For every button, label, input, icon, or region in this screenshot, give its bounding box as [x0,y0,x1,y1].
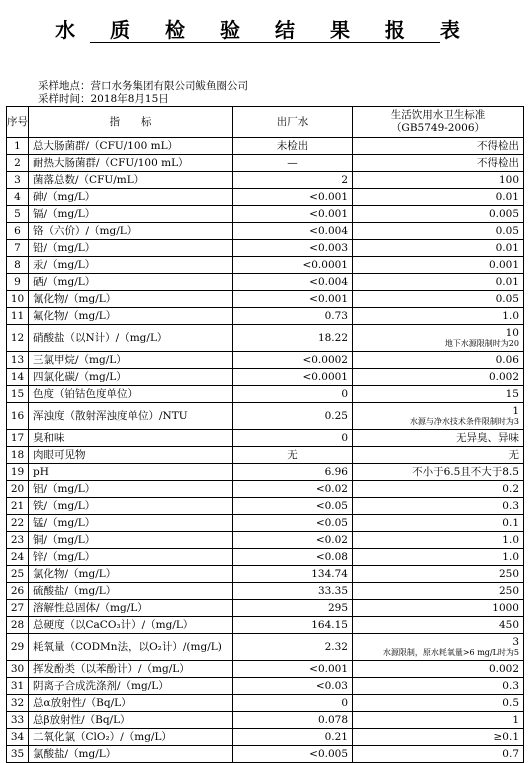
table-row [7,240,524,257]
row-indicator: 铁/（mg/L） [29,498,233,515]
table-row [7,172,524,189]
results-table [6,106,524,763]
row-number: 35 [7,746,29,763]
row-result: <0.02 [233,481,353,498]
row-number: 33 [7,712,29,729]
header-standard-line1: 生活饮用水卫生标准 [390,109,486,121]
table-row [7,566,524,583]
row-indicator: 汞/（mg/L） [29,257,233,274]
row-result: 134.74 [233,566,353,583]
row-standard: 250 [353,583,524,600]
table-row [7,464,524,481]
row-standard: 0.01 [353,240,524,257]
standard-note: 地下水源限制时为20 [444,339,519,348]
row-number: 28 [7,617,29,634]
header-standard-line2: （GB5749-2006） [390,122,486,134]
row-standard: 100 [353,172,524,189]
row-result: 0 [233,386,353,403]
header-result: 出厂水 [233,107,353,138]
row-number: 17 [7,430,29,447]
row-result: <0.02 [233,532,353,549]
row-standard: 0.3 [353,498,524,515]
row-standard [353,634,524,661]
row-indicator: 挥发酚类（以苯酚计）/（mg/L） [29,661,233,678]
row-indicator: 铬（六价）/（mg/L） [29,223,233,240]
table-row [7,189,524,206]
table-row [7,549,524,566]
row-standard: 0.06 [353,352,524,369]
row-indicator: 溶解性总固体/（mg/L） [29,600,233,617]
row-indicator: 四氯化碳/（mg/L） [29,369,233,386]
table-header-row [7,107,524,138]
row-indicator: 肉眼可见物 [29,447,233,464]
row-result: <0.001 [233,189,353,206]
table-row [7,430,524,447]
table-row [7,498,524,515]
row-result: 6.96 [233,464,353,481]
row-result: <0.001 [233,661,353,678]
row-indicator: 总α放射性/（Bq/L） [29,695,233,712]
row-result: <0.001 [233,291,353,308]
row-number: 27 [7,600,29,617]
row-result: <0.0001 [233,257,353,274]
row-number: 16 [7,403,29,430]
table-row [7,155,524,172]
table-row [7,515,524,532]
row-number: 12 [7,325,29,352]
row-standard: 0.2 [353,481,524,498]
row-indicator: 硫酸盐/（mg/L） [29,583,233,600]
row-result: <0.005 [233,746,353,763]
table-body [7,138,524,763]
row-result: 0.25 [233,403,353,430]
table-row [7,481,524,498]
row-indicator: 铝/（mg/L） [29,481,233,498]
row-standard: ≥0.1 [353,729,524,746]
row-result: <0.0002 [233,352,353,369]
row-indicator: 硝酸盐（以N计）/（mg/L） [29,325,233,352]
row-number: 5 [7,206,29,223]
row-result: 未检出 [233,138,353,155]
row-number: 13 [7,352,29,369]
table-row [7,634,524,661]
row-number: 14 [7,369,29,386]
row-result: — [233,155,353,172]
row-standard: 不得检出 [353,155,524,172]
row-standard: 0.002 [353,661,524,678]
row-standard: 0.05 [353,291,524,308]
table-row [7,386,524,403]
row-result: <0.003 [233,240,353,257]
row-number: 9 [7,274,29,291]
row-standard: 不得检出 [353,138,524,155]
row-result: <0.08 [233,549,353,566]
row-result: 0 [233,430,353,447]
row-indicator: 氰化物/（mg/L） [29,291,233,308]
row-number: 11 [7,308,29,325]
row-standard: 0.3 [353,678,524,695]
row-standard [353,403,524,430]
row-indicator: 铜/（mg/L） [29,532,233,549]
row-result: 0 [233,695,353,712]
header-seq: 序号 [7,107,29,138]
row-indicator: 总大肠菌群/（CFU/100 mL） [29,138,233,155]
table-row [7,447,524,464]
table-row [7,206,524,223]
table-row [7,532,524,549]
row-standard: 0.005 [353,206,524,223]
row-number: 32 [7,695,29,712]
row-standard: 1000 [353,600,524,617]
row-indicator: 耗氧量（CODMn法，以O₂计）/(mg/L) [29,634,233,661]
row-number: 10 [7,291,29,308]
row-number: 1 [7,138,29,155]
row-number: 34 [7,729,29,746]
row-number: 29 [7,634,29,661]
standard-value: 3 [512,636,519,648]
row-result: <0.05 [233,515,353,532]
row-standard: 0.01 [353,274,524,291]
table-row [7,583,524,600]
row-indicator: 锰/（mg/L） [29,515,233,532]
row-number: 31 [7,678,29,695]
row-result: <0.001 [233,206,353,223]
row-standard: 1.0 [353,549,524,566]
row-number: 4 [7,189,29,206]
table-row [7,403,524,430]
row-number: 19 [7,464,29,481]
row-result: <0.03 [233,678,353,695]
time-value: 2018年8月15日 [90,93,169,105]
standard-value: 10 [505,327,519,339]
table-row [7,138,524,155]
row-result: 2.32 [233,634,353,661]
row-standard: 0.001 [353,257,524,274]
row-indicator: 砷/（mg/L） [29,189,233,206]
row-number: 21 [7,498,29,515]
time-label: 采样时间： [38,93,91,105]
row-result: <0.004 [233,223,353,240]
row-result: <0.0001 [233,369,353,386]
table-row [7,617,524,634]
table-row [7,695,524,712]
row-number: 7 [7,240,29,257]
row-standard: 0.002 [353,369,524,386]
table-row [7,291,524,308]
row-standard: 1.0 [353,532,524,549]
row-standard: 450 [353,617,524,634]
table-row [7,369,524,386]
row-indicator: pH [29,464,233,481]
row-number: 26 [7,583,29,600]
row-result: 295 [233,600,353,617]
row-indicator: 二氧化氯（ClO₂）/（mg/L） [29,729,233,746]
row-number: 3 [7,172,29,189]
row-number: 6 [7,223,29,240]
row-standard: 0.01 [353,189,524,206]
table-row [7,257,524,274]
row-result: <0.004 [233,274,353,291]
row-result: 0.078 [233,712,353,729]
row-number: 30 [7,661,29,678]
row-standard: 0.05 [353,223,524,240]
table-row [7,274,524,291]
row-indicator: 总β放射性/（Bq/L） [29,712,233,729]
row-number: 24 [7,549,29,566]
row-standard: 1.0 [353,308,524,325]
standard-value: 1 [512,405,519,417]
row-number: 20 [7,481,29,498]
row-result: 33.35 [233,583,353,600]
row-number: 22 [7,515,29,532]
row-number: 18 [7,447,29,464]
row-standard: 无 [353,447,524,464]
table-row [7,600,524,617]
row-result: 18.22 [233,325,353,352]
row-indicator: 硒/（mg/L） [29,274,233,291]
row-standard [353,325,524,352]
row-result: 0.21 [233,729,353,746]
row-indicator: 臭和味 [29,430,233,447]
row-result: 2 [233,172,353,189]
row-indicator: 氟化物/（mg/L） [29,308,233,325]
row-number: 15 [7,386,29,403]
table-row [7,352,524,369]
row-result: <0.05 [233,498,353,515]
location-value: 营口水务集团有限公司鲅鱼圈公司 [90,80,248,92]
standard-note: 水源限制，原水耗氧量>6 mg/L时为5 [382,648,519,657]
row-indicator: 氯酸盐/（mg/L） [29,746,233,763]
row-number: 25 [7,566,29,583]
standard-note: 水源与净水技术条件限制时为3 [409,417,519,426]
table-row [7,678,524,695]
row-indicator: 三氯甲烷/（mg/L） [29,352,233,369]
table-row [7,729,524,746]
row-indicator: 总硬度（以CaCO₃计）/（mg/L） [29,617,233,634]
table-row [7,308,524,325]
row-indicator: 耐热大肠菌群/（CFU/100 mL） [29,155,233,172]
row-standard: 1 [353,712,524,729]
row-standard: 无异臭、异味 [353,430,524,447]
table-row [7,325,524,352]
row-indicator: 色度（铂钴色度单位） [29,386,233,403]
row-standard: 250 [353,566,524,583]
row-result: 无 [233,447,353,464]
table-row [7,661,524,678]
row-result: 164.15 [233,617,353,634]
row-number: 2 [7,155,29,172]
row-indicator: 镉/（mg/L） [29,206,233,223]
sampling-time [38,91,169,106]
row-standard: 15 [353,386,524,403]
row-indicator: 浑浊度（散射浑浊度单位）/NTU [29,403,233,430]
row-standard: 0.7 [353,746,524,763]
title-underline [90,42,440,43]
row-result: 0.73 [233,308,353,325]
row-indicator: 阴离子合成洗涤剂/（mg/L） [29,678,233,695]
table-row [7,712,524,729]
header-standard [353,107,524,138]
row-indicator: 铅/（mg/L） [29,240,233,257]
row-standard: 0.5 [353,695,524,712]
report-title: 水 质 检 验 结 果 报 表 [55,18,474,42]
row-indicator: 菌落总数/（CFU/mL） [29,172,233,189]
row-indicator: 氯化物/（mg/L） [29,566,233,583]
row-number: 8 [7,257,29,274]
header-indicator: 指 标 [29,107,233,138]
location-label: 采样地点： [38,80,91,92]
table-row [7,223,524,240]
row-standard: 0.1 [353,515,524,532]
row-indicator: 锌/（mg/L） [29,549,233,566]
row-standard: 不小于6.5且不大于8.5 [353,464,524,481]
row-number: 23 [7,532,29,549]
